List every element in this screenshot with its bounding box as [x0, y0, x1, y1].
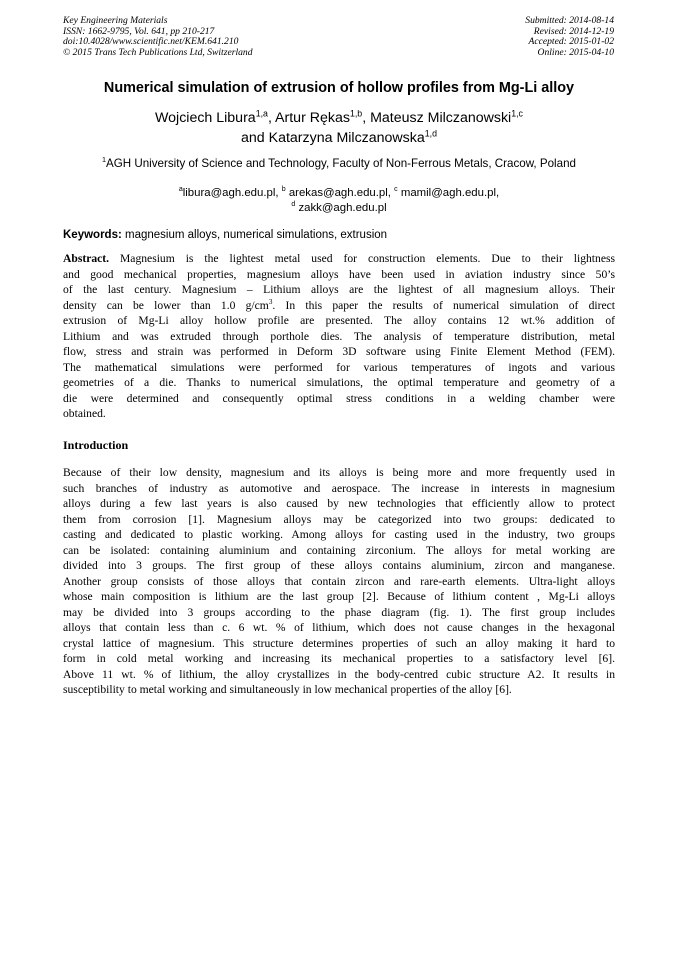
abstract-line: Abstract. Magnesium is the lightest metal used for construction elements. Due to their lightness	[63, 252, 615, 265]
author-affil-mark: 1,d	[424, 128, 437, 139]
keywords-text: magnesium alloys, numerical simulations, extrusion	[121, 229, 388, 241]
abstract-label: Abstract.	[63, 252, 110, 265]
abstract-line: density can be lower than 1.0 $g/cm^3$. In this paper the results of numerical simulation of direct	[63, 297, 615, 312]
intro-line: may be divided into 3 groups according to the phase diagram (fig. 1). The first group includes	[63, 605, 615, 619]
abstract	[63, 251, 615, 422]
doi: doi:10.4028/www.scientific.net/KEM.641.210	[63, 36, 239, 48]
author-list	[0, 108, 678, 148]
copyright: © 2015 Trans Tech Publications Ltd, Switzerland	[63, 47, 253, 59]
revised-date: Revised: 2014-12-19	[533, 25, 614, 37]
author-name: Wojciech Libura	[155, 110, 256, 126]
author-affil-mark: 1,a	[255, 108, 268, 119]
issn: ISSN: 1662-9795, Vol. 641, pp 210-217	[63, 25, 215, 37]
abstract-line: obtained.	[63, 407, 106, 420]
intro-line: crystal lattice of magnesium. This structure determines properties of such an alloy making it hard to	[63, 636, 615, 650]
email-link[interactable]: arekas@agh.edu.pl	[288, 187, 388, 199]
author-affil-mark: 1,b	[349, 108, 363, 119]
submitted-date: Submitted: 2014-08-14	[525, 15, 614, 26]
introduction-body	[63, 465, 615, 698]
intro-line: divided into 3 groups. The first group of these alloys contains aluminium, zircon and manganese.	[63, 559, 615, 572]
abstract-line: The mathematical simulations were performed for various temperatures of ingots and various	[63, 360, 615, 374]
accepted-date: Accepted: 2015-01-02	[528, 36, 614, 48]
intro-line: form in cold metal working and increasing its mechanical properties to a satisfactory level [6].	[63, 652, 615, 665]
intro-line: whose main composition is lithium are the last group [2]. Because of lithium content , Mg-Li alloys	[63, 590, 615, 603]
keywords	[63, 229, 615, 241]
author-name: Artur Rękas	[275, 110, 350, 126]
abstract-line: Lithium and was extruded through porthole dies. The analysis of temperature distribution, metal	[63, 329, 615, 343]
keywords-label: Keywords:	[63, 229, 122, 241]
author-emails: $^a$libura@agh.edu.pl, $^b$ arekas@agh.edu.pl, $^c$ mamil@agh.edu.pl, $^d$ zakk@agh.edu.pl	[178, 186, 500, 214]
email-link[interactable]: zakk@agh.edu.pl	[298, 202, 387, 214]
abstract-line: of the last century. Magnesium – Lithium alloys are the lightest of all magnesium alloys. Their	[63, 283, 615, 296]
author-affil-mark: 1,c	[511, 108, 523, 119]
abstract-line: flow, stress and strain was performed in Deform 3D software using Finite Element Method (FEM).	[63, 345, 615, 358]
author-name: Mateusz Milczanowski	[370, 110, 512, 126]
online-date: Online: 2015-04-10	[537, 47, 614, 59]
section-heading-introduction: Introduction	[63, 438, 129, 452]
journal-name: Key Engineering Materials	[63, 15, 168, 26]
page-header	[63, 16, 614, 59]
header-dates	[525, 16, 614, 59]
abstract-line: geometries of a die. Thanks to numerical simulations, the optimal temperature and geometry of a	[63, 376, 615, 389]
intro-line: Because of their low density, magnesium and its alloys is being more and more frequently used in	[63, 466, 615, 479]
intro-line: casting and dedicated to plastic working. Among alloys for casting used in the industry, two groups	[63, 528, 615, 541]
intro-line: Another group consists of those alloys that contain zircon and rare-earth elements. Ultra-light alloys	[63, 574, 615, 588]
intro-line: Above 11 wt. % of lithium, the alloy crystallizes in the body-centred cubic structure A2. It results in	[63, 667, 615, 681]
intro-line: such branches of industry as automotive and aerospace. The increase in interests in magnesium	[63, 481, 615, 495]
email-link[interactable]: mamil@agh.edu.pl	[400, 187, 496, 199]
intro-line: can be isolated: containing aluminium and containing zirconium. The alloys for metal working are	[63, 543, 615, 557]
email-link[interactable]: libura@agh.edu.pl	[182, 187, 276, 199]
affiliation-mark: 1	[102, 155, 106, 165]
author-line-1: Wojciech Libura$^{1,a}$, Artur Rękas$^{1,b}$, Mateusz Milczanowski$^{1,c}$	[155, 108, 523, 126]
author-line-2: and Katarzyna Milczanowska$^{1,d}$	[241, 128, 437, 146]
affiliation-text: AGH University of Science and Technology, Faculty of Non-Ferrous Metals, Cracow, Poland	[106, 157, 576, 170]
author-name: Katarzyna Milczanowska	[268, 130, 425, 146]
abstract-line: die were determined and consequently optimal stress conditions in a welding chamber were	[63, 391, 615, 405]
intro-line: susceptibility to metal working and simultaneously in low mechanical properties of the alloy [6].	[63, 683, 512, 696]
affiliation	[0, 157, 678, 170]
intro-line: them from corrosion [1]. Magnesium alloys may be categorized into two groups: dedicated to	[63, 512, 615, 526]
intro-line: alloys that contain less than c. 6 wt. % of lithium, which does not cause changes in the hexagonal	[63, 621, 615, 634]
abstract-line: extrusion of Mg-Li alloy hollow profile are presented. The alloy contains 12 wt.% addition of	[63, 314, 615, 327]
paper-title: Numerical simulation of extrusion of hollow profiles from Mg-Li alloy	[103, 80, 575, 96]
abstract-line: and good mechanical properties, magnesium alloys have been used in aviation industry since 50’s	[63, 267, 615, 281]
intro-line: alloys during a few last years is also caused by new technologies that efficiently allow to protect	[63, 497, 615, 510]
header-journal-info	[63, 16, 253, 59]
